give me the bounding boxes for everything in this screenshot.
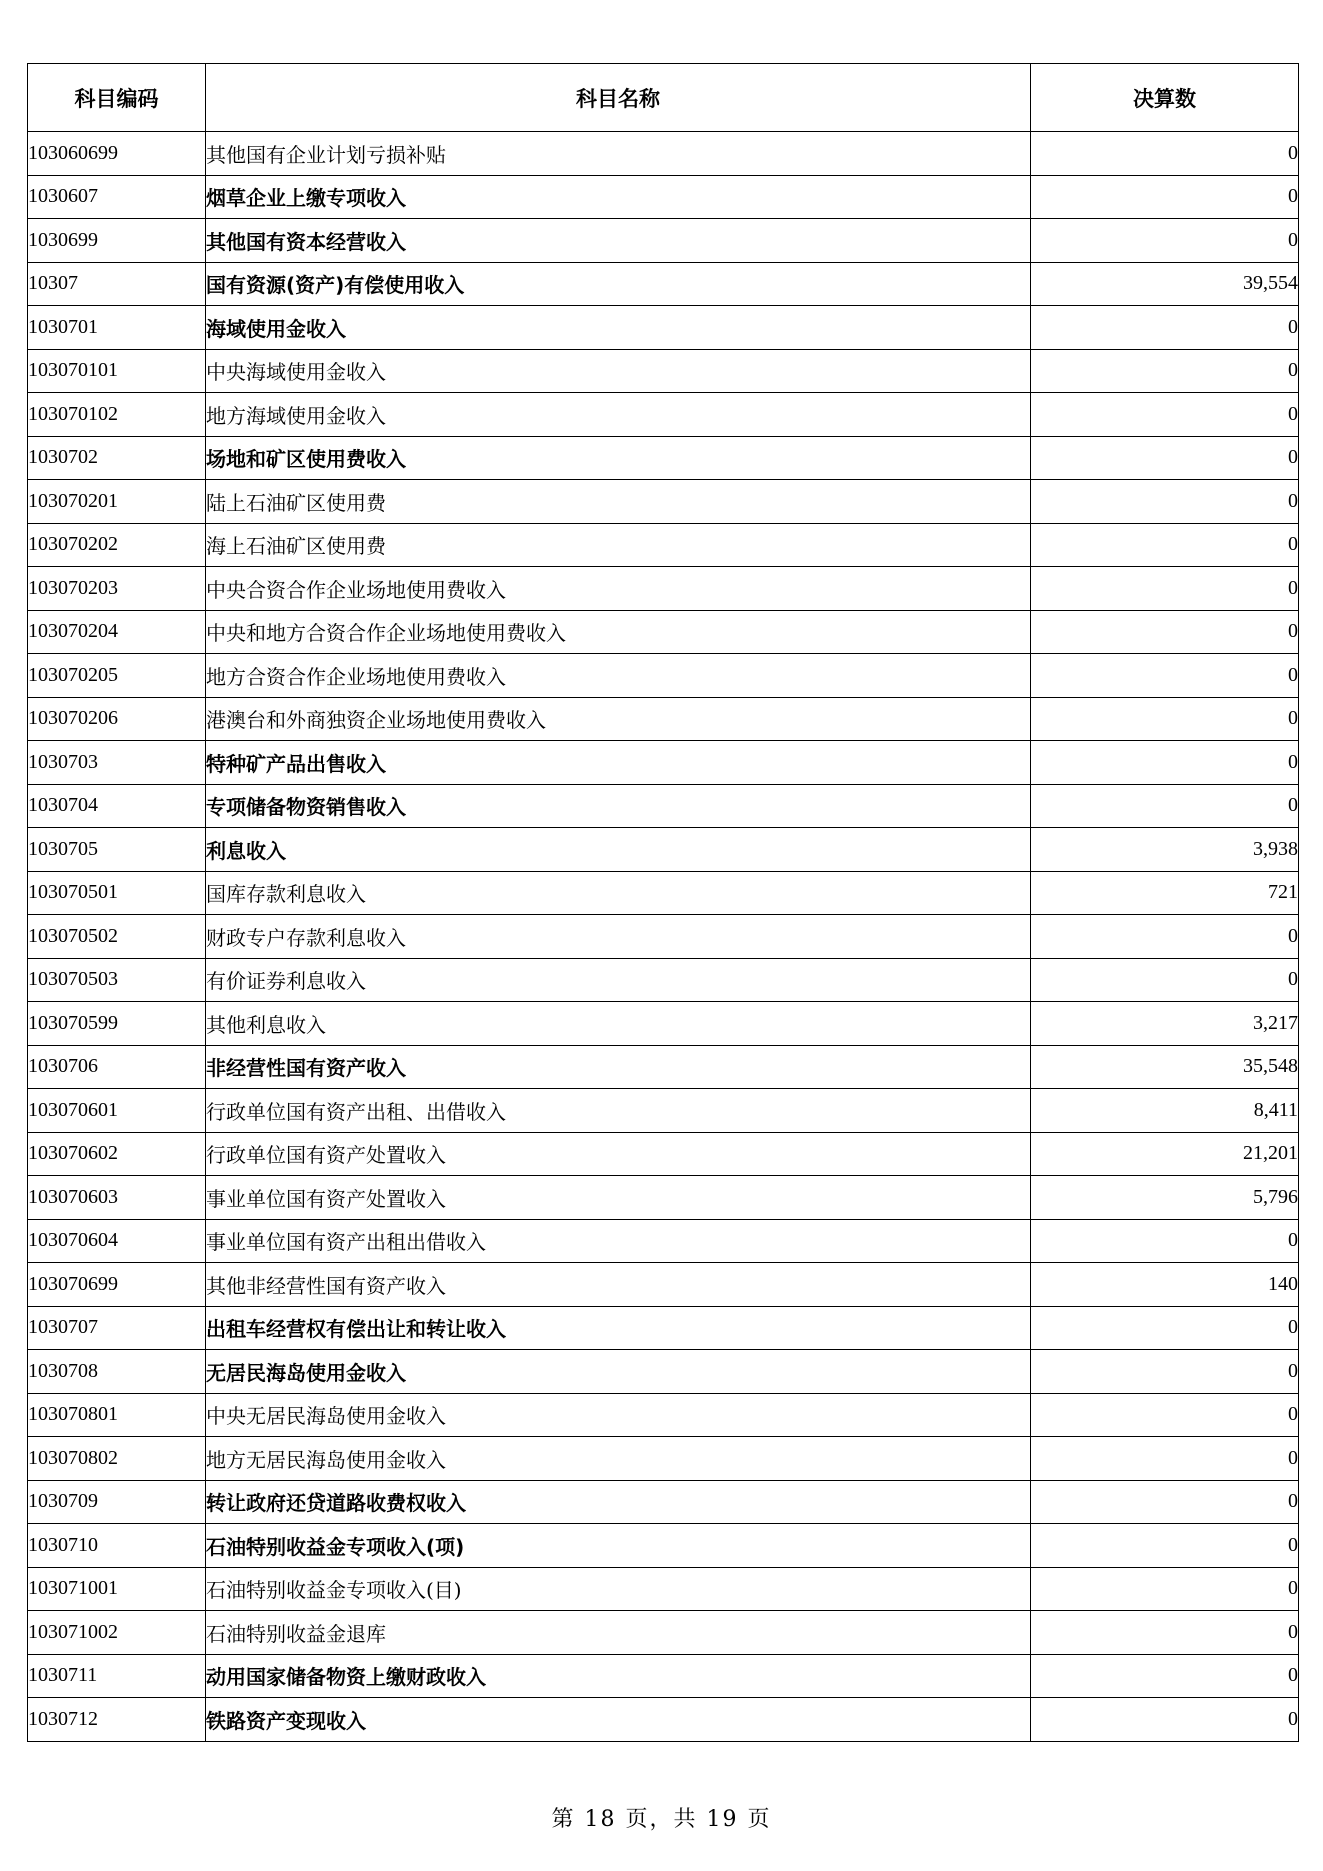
row-value: 0 [1031, 741, 1299, 785]
table-row [28, 1698, 1299, 1742]
row-code: 103070101 [28, 349, 206, 393]
row-value: 0 [1031, 219, 1299, 263]
row-name: 铁路资产变现收入 [206, 1698, 1031, 1742]
row-code: 1030607 [28, 175, 206, 219]
table-row [28, 1306, 1299, 1350]
table-row [28, 871, 1299, 915]
row-code: 103070601 [28, 1089, 206, 1133]
table-row [28, 349, 1299, 393]
row-code: 1030704 [28, 784, 206, 828]
row-name: 海上石油矿区使用费 [206, 523, 1031, 567]
row-name: 国库存款利息收入 [206, 871, 1031, 915]
row-code: 103070201 [28, 480, 206, 524]
row-code: 103070501 [28, 871, 206, 915]
row-value: 0 [1031, 958, 1299, 1002]
table-row [28, 1567, 1299, 1611]
table-row [28, 132, 1299, 176]
row-code: 1030702 [28, 436, 206, 480]
row-value: 0 [1031, 175, 1299, 219]
table-row [28, 306, 1299, 350]
row-code: 1030709 [28, 1480, 206, 1524]
table-row [28, 567, 1299, 611]
table-row [28, 262, 1299, 306]
row-name: 陆上石油矿区使用费 [206, 480, 1031, 524]
row-code: 103070604 [28, 1219, 206, 1263]
row-name: 特种矿产品出售收入 [206, 741, 1031, 785]
row-code: 103070502 [28, 915, 206, 959]
table-body [28, 132, 1299, 1742]
row-value: 0 [1031, 1480, 1299, 1524]
table-row [28, 1524, 1299, 1568]
row-code: 103070102 [28, 393, 206, 437]
row-value: 0 [1031, 132, 1299, 176]
row-value: 0 [1031, 1567, 1299, 1611]
row-code: 103070699 [28, 1263, 206, 1307]
row-code: 103070202 [28, 523, 206, 567]
row-value: 3,217 [1031, 1002, 1299, 1046]
row-name: 地方无居民海岛使用金收入 [206, 1437, 1031, 1481]
table-row [28, 654, 1299, 698]
row-code: 1030706 [28, 1045, 206, 1089]
row-name: 非经营性国有资产收入 [206, 1045, 1031, 1089]
row-value: 8,411 [1031, 1089, 1299, 1133]
table-row [28, 1263, 1299, 1307]
row-name: 事业单位国有资产出租出借收入 [206, 1219, 1031, 1263]
row-name: 行政单位国有资产出租、出借收入 [206, 1089, 1031, 1133]
row-code: 103070503 [28, 958, 206, 1002]
row-name: 专项储备物资销售收入 [206, 784, 1031, 828]
table-row [28, 1045, 1299, 1089]
row-code: 103070204 [28, 610, 206, 654]
table-row [28, 1176, 1299, 1220]
header-code: 科目编码 [28, 64, 206, 132]
row-value: 0 [1031, 1350, 1299, 1394]
row-name: 其他国有企业计划亏损补贴 [206, 132, 1031, 176]
row-value: 0 [1031, 1698, 1299, 1742]
row-value: 0 [1031, 915, 1299, 959]
table-row [28, 697, 1299, 741]
table-row [28, 784, 1299, 828]
row-name: 地方合资合作企业场地使用费收入 [206, 654, 1031, 698]
table-row [28, 523, 1299, 567]
row-value: 0 [1031, 1611, 1299, 1655]
table-row [28, 1437, 1299, 1481]
table-header-row [28, 64, 1299, 132]
table-row [28, 1350, 1299, 1394]
row-code: 1030707 [28, 1306, 206, 1350]
row-code: 1030705 [28, 828, 206, 872]
header-name: 科目名称 [206, 64, 1031, 132]
row-code: 103070603 [28, 1176, 206, 1220]
row-name: 其他利息收入 [206, 1002, 1031, 1046]
table-row [28, 1132, 1299, 1176]
table-row [28, 1611, 1299, 1655]
row-code: 1030701 [28, 306, 206, 350]
row-value: 0 [1031, 480, 1299, 524]
table-row [28, 436, 1299, 480]
row-name: 转让政府还贷道路收费权收入 [206, 1480, 1031, 1524]
row-code: 1030708 [28, 1350, 206, 1394]
row-name: 无居民海岛使用金收入 [206, 1350, 1031, 1394]
row-code: 1030712 [28, 1698, 206, 1742]
table-row [28, 828, 1299, 872]
row-value: 0 [1031, 1524, 1299, 1568]
row-name: 中央无居民海岛使用金收入 [206, 1393, 1031, 1437]
row-name: 中央海域使用金收入 [206, 349, 1031, 393]
row-name: 其他国有资本经营收入 [206, 219, 1031, 263]
row-name: 场地和矿区使用费收入 [206, 436, 1031, 480]
row-code: 1030710 [28, 1524, 206, 1568]
row-code: 1030699 [28, 219, 206, 263]
table-row [28, 1654, 1299, 1698]
row-name: 石油特别收益金专项收入(项) [206, 1524, 1031, 1568]
row-code: 1030703 [28, 741, 206, 785]
row-value: 140 [1031, 1263, 1299, 1307]
row-name: 地方海域使用金收入 [206, 393, 1031, 437]
row-code: 103071001 [28, 1567, 206, 1611]
row-code: 103070801 [28, 1393, 206, 1437]
row-value: 721 [1031, 871, 1299, 915]
row-value: 0 [1031, 1437, 1299, 1481]
row-value: 0 [1031, 1393, 1299, 1437]
row-value: 0 [1031, 610, 1299, 654]
table-row [28, 1002, 1299, 1046]
table-row [28, 219, 1299, 263]
row-value: 0 [1031, 1219, 1299, 1263]
row-name: 行政单位国有资产处置收入 [206, 1132, 1031, 1176]
table-row [28, 1219, 1299, 1263]
table-row [28, 958, 1299, 1002]
row-name: 财政专户存款利息收入 [206, 915, 1031, 959]
row-code: 103070602 [28, 1132, 206, 1176]
row-name: 中央合资合作企业场地使用费收入 [206, 567, 1031, 611]
row-code: 103060699 [28, 132, 206, 176]
row-value: 5,796 [1031, 1176, 1299, 1220]
row-value: 0 [1031, 697, 1299, 741]
row-code: 10307 [28, 262, 206, 306]
row-name: 事业单位国有资产处置收入 [206, 1176, 1031, 1220]
row-value: 0 [1031, 1306, 1299, 1350]
table-row [28, 393, 1299, 437]
page-number: 第 18 页，共 19 页 [551, 1807, 772, 1832]
row-value: 21,201 [1031, 1132, 1299, 1176]
header-value: 决算数 [1031, 64, 1299, 132]
row-value: 0 [1031, 393, 1299, 437]
row-code: 103070205 [28, 654, 206, 698]
row-code: 103070802 [28, 1437, 206, 1481]
row-name: 烟草企业上缴专项收入 [206, 175, 1031, 219]
table-row [28, 1480, 1299, 1524]
row-value: 0 [1031, 349, 1299, 393]
row-code: 103070203 [28, 567, 206, 611]
row-value: 0 [1031, 1654, 1299, 1698]
row-code: 103071002 [28, 1611, 206, 1655]
table-row [28, 480, 1299, 524]
row-value: 35,548 [1031, 1045, 1299, 1089]
row-name: 利息收入 [206, 828, 1031, 872]
table-row [28, 1089, 1299, 1133]
budget-table [27, 63, 1299, 1742]
row-name: 有价证券利息收入 [206, 958, 1031, 1002]
row-name: 港澳台和外商独资企业场地使用费收入 [206, 697, 1031, 741]
row-value: 39,554 [1031, 262, 1299, 306]
row-code: 103070599 [28, 1002, 206, 1046]
row-name: 动用国家储备物资上缴财政收入 [206, 1654, 1031, 1698]
table-row [28, 175, 1299, 219]
table-row [28, 1393, 1299, 1437]
row-value: 0 [1031, 436, 1299, 480]
row-name: 其他非经营性国有资产收入 [206, 1263, 1031, 1307]
row-code: 1030711 [28, 1654, 206, 1698]
row-name: 海域使用金收入 [206, 306, 1031, 350]
table-row [28, 741, 1299, 785]
row-value: 0 [1031, 306, 1299, 350]
row-code: 103070206 [28, 697, 206, 741]
row-name: 出租车经营权有偿出让和转让收入 [206, 1306, 1031, 1350]
row-value: 0 [1031, 523, 1299, 567]
row-value: 0 [1031, 784, 1299, 828]
row-value: 0 [1031, 654, 1299, 698]
row-name: 中央和地方合资合作企业场地使用费收入 [206, 610, 1031, 654]
row-name: 国有资源(资产)有偿使用收入 [206, 262, 1031, 306]
row-value: 0 [1031, 567, 1299, 611]
row-name: 石油特别收益金专项收入(目) [206, 1567, 1031, 1611]
row-value: 3,938 [1031, 828, 1299, 872]
table-row [28, 610, 1299, 654]
table-row [28, 915, 1299, 959]
row-name: 石油特别收益金退库 [206, 1611, 1031, 1655]
